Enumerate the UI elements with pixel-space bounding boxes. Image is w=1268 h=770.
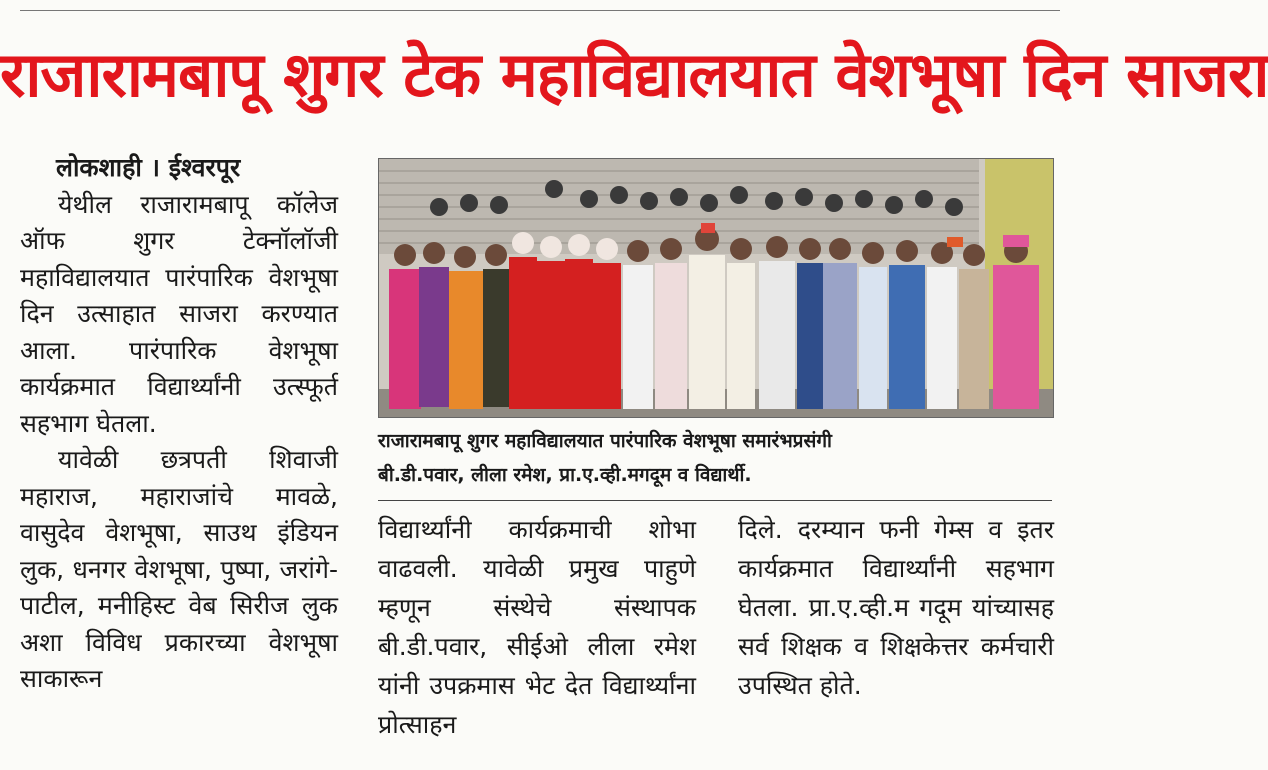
- paragraph-2: यावेळी छत्रपती शिवाजी महाराज, महाराजांचे मावळे, वासुदेव वेशभूषा, साउथ इंडियन लुक, धनगर वेशभूषा, पुष्पा, जरांगे-पाटील, मनीहिस्ट वेब सिरीज लुक अशा विविध प्रकारच्या वेशभूषा साकारून: [20, 445, 338, 693]
- caption-rule: [378, 500, 1052, 501]
- top-rule: [20, 10, 1060, 11]
- caption-line-2: बी.डी.पवार, लीला रमेश, प्रा.ए.व्ही.मगदूम व विद्यार्थी.: [378, 464, 752, 486]
- column-left: [20, 150, 338, 698]
- column-middle: [378, 510, 696, 744]
- photo-caption: [378, 424, 1052, 492]
- paragraph-4: दिले. दरम्यान फनी गेम्स व इतर कार्यक्रमात विद्यार्थ्यांनी सहभाग घेतला. प्रा.ए.व्ही.म गदूम यांच्यासह सर्व शिक्षक व शिक्षकेत्तर कर्मचारी उपस्थित होते.: [738, 515, 1054, 700]
- dateline: लोकशाही । ईश्वरपूर: [56, 153, 241, 182]
- paragraph-3: विद्यार्थ्यांनी कार्यक्रमाची शोभा वाढवली. यावेळी प्रमुख पाहुणे म्हणून संस्थेचे संस्थापक बी.डी.पवार, सीईओ लीला रमेश यांनी उपक्रमास भेट देत विद्यार्थ्यांना प्रोत्साहन: [378, 515, 696, 739]
- group-photo: [378, 158, 1054, 418]
- caption-line-1: राजारामबापू शुगर महाविद्यालयात पारंपारिक वेशभूषा समारंभप्रसंगी: [378, 430, 832, 452]
- paragraph-1: येथील राजारामबापू कॉलेज ऑफ शुगर टेक्नॉलॉजी महाविद्यालयात पारंपारिक वेशभूषा दिन उत्साहात साजरा करण्यात आला. पारंपारिक वेशभूषा कार्यक्रमात विद्यार्थ्यांनी उत्स्फूर्त सहभाग घेतला.: [20, 189, 338, 438]
- column-right: [738, 510, 1054, 705]
- group-photo-illustration: [379, 159, 1053, 417]
- headline: राजारामबापू शुगर टेक महाविद्यालयात वेशभूषा दिन साजरा: [0, 38, 1268, 111]
